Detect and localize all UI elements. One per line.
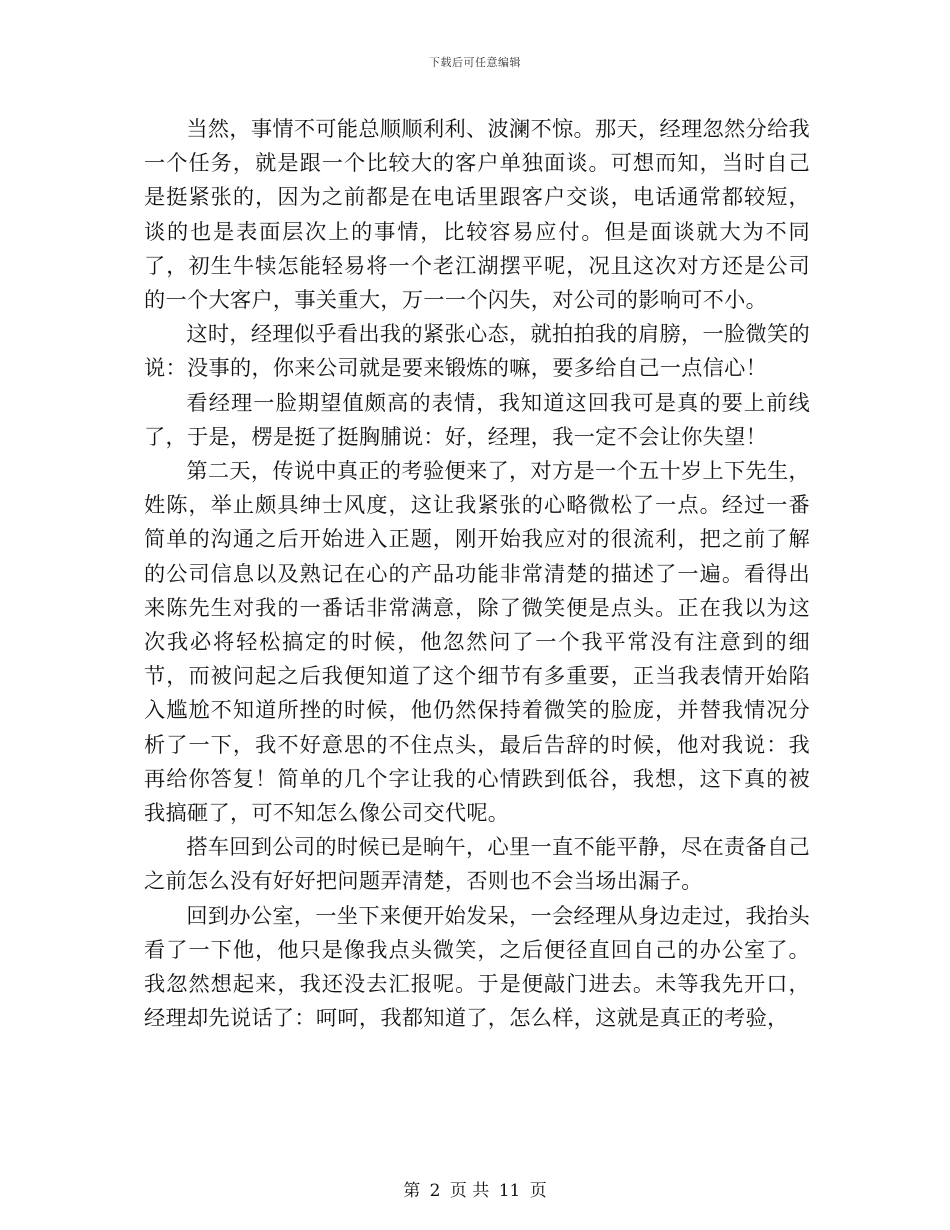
total-pages: 11 [498,1181,521,1201]
page-footer [0,1176,950,1201]
paragraph: 这时，经理似乎看出我的紧张心态，就拍拍我的肩膀，一脸微笑的说：没事的，你来公司就是要来锻炼的嘛，要多给自己一点信心！ [144,321,810,381]
footer-suffix: 页 [529,1181,547,1201]
paragraph: 看经理一脸期望值颇高的表情，我知道这回我可是真的要上前线了，于是，楞是挺了挺胸脯说：好，经理，我一定不会让你失望！ [144,389,810,449]
footer-middle: 页 共 [449,1181,490,1201]
paragraph: 搭车回到公司的时候已是晌午，心里一直不能平静，尽在责备自己之前怎么没有好好把问题弄清楚，否则也不会当场出漏子。 [144,834,810,894]
footer-prefix: 第 [403,1181,421,1201]
page-number: 2 [429,1181,441,1201]
paragraph: 第二天，传说中真正的考验便来了，对方是一个五十岁上下先生，姓陈，举止颇具绅士风度，这让我紧张的心略微松了一点。经过一番简单的沟通之后开始进入正题，刚开始我应对的很流利，把之前了解的公司信息以及熟记在心的产品功能非常清楚的描述了一遍。看得出来陈先生对我的一番话非常满意，除了微笑便是点头。正在我以为这次我必将轻松搞定的时候，他忽然问了一个我平常没有注意到的细节，而被问起之后我便知道了这个细节有多重要，正当我表情开始陷入尴尬不知道所挫的时候，他仍然保持着微笑的脸庞，并替我情况分析了一下，我不好意思的不住点头，最后告辞的时候，他对我说：我再给你答复！简单的几个字让我的心情跌到低谷，我想，这下真的被我搞砸了，可不知怎么像公司交代呢。 [144,458,810,826]
page-header: 下载后可任意编辑 [429,56,521,69]
article-body [144,112,810,1035]
paragraph: 回到办公室，一坐下来便开始发呆，一会经理从身边走过，我抬头看了一下他，他只是像我点头微笑，之后便径直回自己的办公室了。我忽然想起来，我还没去汇报呢。于是便敲门进去。未等我先开口，经理却先说话了：呵呵，我都知道了，怎么样，这就是真正的考验， [144,902,810,1031]
paragraph: 当然，事情不可能总顺顺利利、波澜不惊。那天，经理忽然分给我一个任务，就是跟一个比较大的客户单独面谈。可想而知，当时自己是挺紧张的，因为之前都是在电话里跟客户交谈，电话通常都较短，谈的也是表面层次上的事情，比较容易应付。但是面谈就大为不同了，初生牛犊怎能轻易将一个老江湖摆平呢，况且这次对方还是公司的一个大客户，事关重大，万一一个闪失，对公司的影响可不小。 [144,116,810,313]
